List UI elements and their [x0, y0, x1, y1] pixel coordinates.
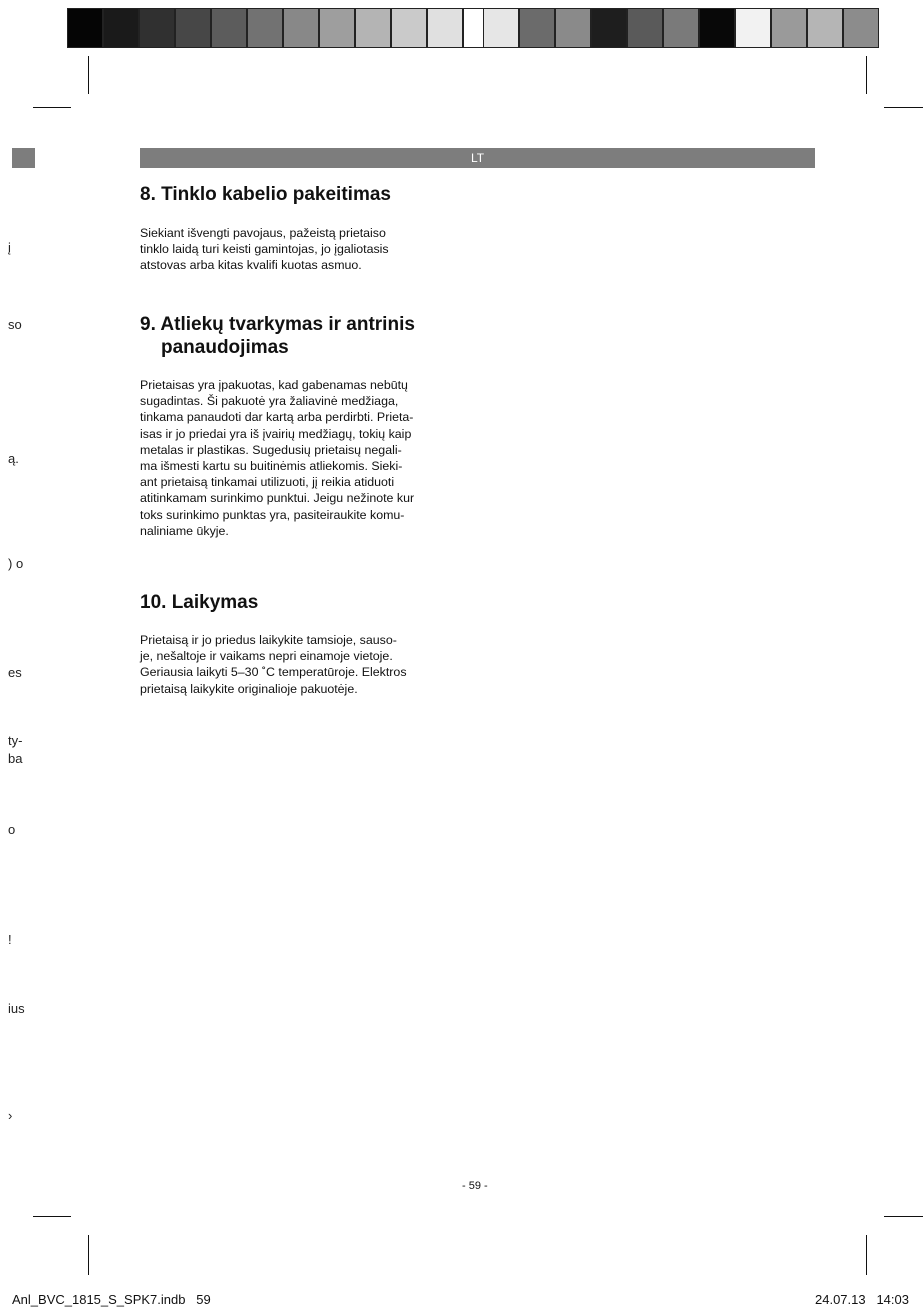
crop-mark-top-right-vertical	[866, 56, 867, 94]
calibration-swatch	[103, 8, 139, 48]
text-line: isas ir jo priedai yra iš įvairių medžiagų, tokių kaip	[140, 426, 412, 441]
calibration-swatch	[771, 8, 807, 48]
section-9-title	[140, 313, 415, 359]
language-header-bar	[140, 148, 815, 168]
text-line: Geriausia laikyti 5–30 ˚C temperatūroje. Elektros	[140, 665, 407, 680]
left-fragment: į	[8, 240, 11, 255]
text-line: prietaisą laikykite originalioje pakuotėje.	[140, 681, 358, 696]
calibration-swatch	[735, 8, 771, 48]
text-line: ant prietaisą tinkamai utilizuoti, jį reikia atiduoti	[140, 475, 395, 490]
crop-mark-bottom-right-horizontal	[884, 1216, 923, 1217]
text-line: Siekiant išvengti pavojaus, pažeistą prietaiso	[140, 226, 386, 240]
crop-mark-top-left-vertical	[88, 56, 89, 94]
calibration-swatch	[175, 8, 211, 48]
section-9-body	[140, 377, 480, 539]
crop-mark-bottom-left-vertical	[88, 1235, 89, 1275]
left-fragment: ) o	[8, 556, 24, 571]
calibration-swatch	[139, 8, 175, 48]
left-fragment: ba	[8, 751, 23, 766]
left-fragment: ius	[8, 1001, 25, 1016]
calibration-swatch	[247, 8, 283, 48]
text-line: sugadintas. Ši pakuotė yra žaliavinė medžiaga,	[140, 394, 399, 409]
crop-mark-top-right-horizontal	[884, 107, 923, 108]
calibration-swatch	[663, 8, 699, 48]
title-line: 9. Atliekų tvarkymas ir antrinis	[140, 314, 415, 335]
footer-timestamp: 24.07.13 14:03	[815, 1292, 909, 1307]
left-fragment: o	[8, 822, 16, 837]
footer-filename: Anl_BVC_1815_S_SPK7.indb 59	[12, 1292, 211, 1307]
section-8-body	[140, 225, 480, 274]
calibration-swatch	[591, 8, 627, 48]
text-line: atstovas arba kitas kvalifi kuotas asmuo.	[140, 258, 362, 273]
calibration-swatch	[699, 8, 735, 48]
calibration-swatch	[67, 8, 103, 48]
left-fragment: ›	[8, 1108, 13, 1123]
left-fragment: ą.	[8, 451, 19, 466]
crop-mark-bottom-right-vertical	[866, 1235, 867, 1275]
text-line: atitinkamam surinkimo punktui. Jeigu nežinote kur	[140, 491, 415, 506]
language-label: LT	[470, 151, 485, 165]
text-line: je, nešaltoje ir vaikams nepri einamoje vietoje.	[140, 649, 393, 664]
crop-mark-top-left-horizontal	[33, 107, 71, 108]
calibration-swatch	[843, 8, 879, 48]
calibration-swatch	[555, 8, 591, 48]
color-calibration-bar-right	[483, 8, 879, 48]
calibration-swatch	[483, 8, 519, 48]
text-line: metalas ir plastikas. Sugedusių prietaisų negali-	[140, 442, 402, 457]
left-fragment: so	[8, 317, 22, 332]
text-line: Prietaisą ir jo priedus laikykite tamsioje, sauso-	[140, 633, 397, 647]
left-fragment: ty-	[8, 733, 23, 748]
text-line: tinkama panaudoti dar kartą arba perdirbti. Prieta-	[140, 410, 414, 425]
text-line: toks surinkimo punktas yra, pasiteiraukite komu-	[140, 507, 405, 522]
color-calibration-bar-left	[67, 8, 499, 48]
section-10-title: 10. Laikymas	[140, 592, 259, 613]
text-line: Prietaisas yra įpakuotas, kad gabenamas nebūtų	[140, 378, 408, 392]
calibration-swatch	[355, 8, 391, 48]
text-line: naliniame ūkyje.	[140, 523, 229, 538]
language-marker-block	[12, 148, 35, 168]
text-line: tinklo laidą turi keisti gamintojas, jo įgaliotasis	[140, 242, 389, 257]
calibration-swatch	[627, 8, 663, 48]
calibration-swatch	[319, 8, 355, 48]
calibration-swatch	[283, 8, 319, 48]
section-10-body	[140, 632, 480, 697]
calibration-swatch	[519, 8, 555, 48]
calibration-swatch	[211, 8, 247, 48]
section-8-title: 8. Tinklo kabelio pakeitimas	[140, 184, 391, 205]
crop-mark-bottom-left-horizontal	[33, 1216, 71, 1217]
left-fragment: !	[8, 932, 12, 947]
calibration-swatch	[427, 8, 463, 48]
page-number: - 59 -	[462, 1180, 488, 1192]
left-fragment: es	[8, 665, 22, 680]
calibration-swatch	[807, 8, 843, 48]
text-line: ma išmesti kartu su buitinėmis atliekomis. Sieki-	[140, 459, 403, 474]
title-line: panaudojimas	[161, 337, 289, 358]
calibration-swatch	[391, 8, 427, 48]
